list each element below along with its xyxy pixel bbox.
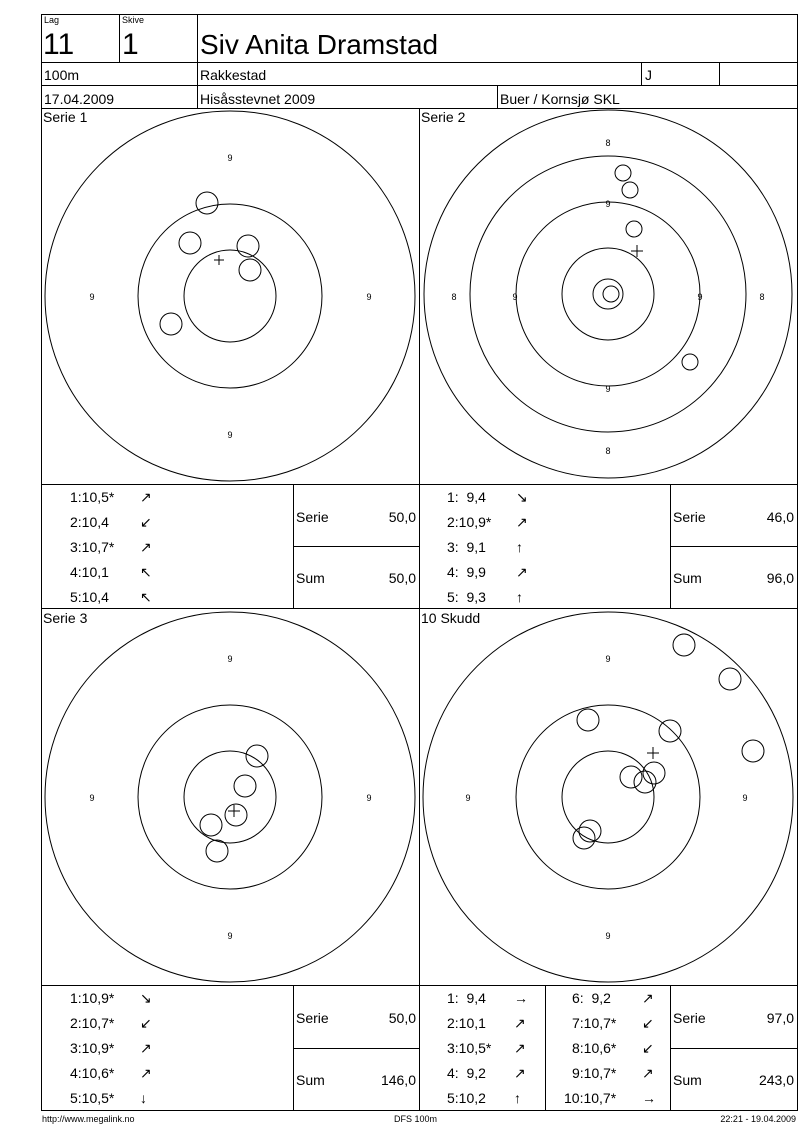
ring-middle (516, 705, 700, 889)
shot-hole (225, 804, 247, 826)
venue: Buer / Kornsjø SKL (500, 91, 620, 107)
shot-direction-icon: ↗ (516, 514, 528, 530)
shot-score: 4:10,1 (70, 564, 109, 580)
shot-hole (719, 668, 741, 690)
shot-direction-icon: ↙ (642, 1040, 654, 1056)
shot-score: 6: 9,2 (572, 990, 611, 1006)
ring-label: 9 (742, 793, 748, 803)
center-mark (214, 255, 224, 265)
date: 17.04.2009 (44, 91, 115, 107)
shot-direction-icon: ↘ (516, 489, 528, 505)
ring-label: 9 (605, 199, 611, 209)
ring-label: 9 (366, 793, 372, 803)
shot-direction-icon: → (514, 990, 528, 1006)
ring-label: 9 (227, 931, 233, 941)
ring-label: 8 (451, 292, 457, 302)
serie-value: 50,0 (388, 509, 416, 525)
serie-value: 50,0 (388, 1010, 416, 1026)
shot-direction-icon: ↗ (642, 1065, 654, 1081)
shot-hole (179, 232, 201, 254)
shot-score: 1:10,9* (70, 990, 115, 1006)
ring-outer (423, 612, 793, 982)
shot-hole (626, 221, 642, 237)
shot-score: 4: 9,2 (447, 1065, 486, 1081)
lag-label: Lag (44, 15, 60, 25)
shot-hole (579, 820, 601, 842)
ring-label: 8 (759, 292, 765, 302)
serie-label: Serie (296, 509, 329, 525)
shot-score: 5:10,2 (447, 1090, 486, 1106)
shot-score: 2:10,7* (70, 1015, 115, 1031)
shot-direction-icon: ↑ (516, 539, 523, 555)
target-serie-1 (42, 108, 419, 484)
center-mark (228, 805, 240, 817)
shot-direction-icon: ↗ (140, 1040, 152, 1056)
shot-hole (577, 709, 599, 731)
shot-hole (200, 814, 222, 836)
shot-score: 3: 9,1 (447, 539, 486, 555)
sum-value: 146,0 (380, 1072, 416, 1088)
ring-inner (516, 202, 703, 386)
ring-inner (184, 250, 276, 342)
sum-label: Sum (296, 570, 325, 586)
ring-label: 9 (227, 430, 233, 440)
shot-direction-icon: ↑ (516, 589, 523, 605)
shot-score: 1: 9,4 (447, 990, 486, 1006)
shot-score: 7:10,7* (572, 1015, 617, 1031)
shot-direction-icon: ↗ (514, 1015, 526, 1031)
ring-label: 9 (227, 654, 233, 664)
ring-label: 9 (465, 793, 471, 803)
shot-direction-icon: ↙ (642, 1015, 654, 1031)
sum-value: 50,0 (388, 570, 416, 586)
ring-label: 9 (605, 931, 611, 941)
shot-direction-icon: ↗ (140, 539, 152, 555)
shot-score: 3:10,7* (70, 539, 115, 555)
ring-inner (562, 751, 654, 843)
shot-direction-icon: → (642, 1090, 656, 1106)
shot-score: 5:10,5* (70, 1090, 115, 1106)
shot-direction-icon: ↗ (642, 990, 654, 1006)
sum-value: 96,0 (766, 570, 794, 586)
shooter-class: J (645, 67, 652, 83)
shot-direction-icon: ↗ (516, 564, 528, 580)
shot-hole (620, 766, 642, 788)
ring-label: 9 (366, 292, 372, 302)
footer-program: DFS 100m (394, 1114, 438, 1124)
footer-url[interactable]: http://www.megalink.no (42, 1114, 135, 1124)
panel-title-serie-3: Serie 3 (43, 610, 88, 626)
serie-label: Serie (673, 509, 706, 525)
shot-direction-icon: ↑ (514, 1090, 521, 1106)
shot-direction-icon: ↙ (140, 514, 152, 530)
ring-ten (562, 248, 654, 340)
lag-value: 11 (43, 28, 75, 61)
shot-hole (160, 313, 182, 335)
shot-score: 5:10,4 (70, 589, 109, 605)
shot-score: 1:10,5* (70, 489, 115, 505)
serie-value: 97,0 (766, 1010, 794, 1026)
shot-score: 10:10,7* (564, 1090, 617, 1106)
shot-score: 8:10,6* (572, 1040, 617, 1056)
shot-score: 2:10,9* (447, 514, 492, 530)
target-serie-2 (420, 108, 797, 484)
shot-direction-icon: ↓ (140, 1090, 147, 1106)
shot-hole (659, 720, 681, 742)
ring-outer (424, 110, 792, 478)
shot-score: 1: 9,4 (447, 489, 486, 505)
sum-label: Sum (673, 570, 702, 586)
shot-direction-icon: ↗ (514, 1065, 526, 1081)
ring-inner (184, 751, 276, 843)
club: Rakkestad (200, 67, 267, 83)
sum-label: Sum (296, 1072, 325, 1088)
shot-score: 3:10,5* (447, 1040, 492, 1056)
shot-score: 2:10,4 (70, 514, 109, 530)
shot-hole (682, 354, 698, 370)
shot-score: 5: 9,3 (447, 589, 486, 605)
shot-direction-icon: ↖ (140, 589, 152, 605)
shot-direction-icon: ↘ (140, 990, 152, 1006)
center-mark (647, 747, 659, 759)
shot-hole (196, 192, 218, 214)
serie-value: 46,0 (766, 509, 794, 525)
target-serie-3 (42, 608, 419, 985)
shot-score: 3:10,9* (70, 1040, 115, 1056)
shot-hole (673, 634, 695, 656)
shot-score: 4:10,6* (70, 1065, 115, 1081)
shot-score: 4: 9,9 (447, 564, 486, 580)
shot-hole (742, 740, 764, 762)
ring-label: 9 (227, 153, 233, 163)
ring-label: 9 (605, 384, 611, 394)
sum-value: 243,0 (758, 1072, 794, 1088)
shot-hole (615, 165, 631, 181)
shot-score: 9:10,7* (572, 1065, 617, 1081)
shot-hole (206, 840, 228, 862)
shot-direction-icon: ↗ (140, 1065, 152, 1081)
ring-outer (45, 612, 415, 982)
shot-hole (573, 827, 595, 849)
ring-label: 9 (512, 292, 518, 302)
shot-hole (246, 745, 268, 767)
panel-title-serie-1: Serie 1 (43, 109, 88, 125)
serie-label: Serie (296, 1010, 329, 1026)
shot-hole (234, 775, 256, 797)
ring-label: 8 (605, 138, 611, 148)
ring-middle (138, 204, 322, 388)
ring-label: 9 (697, 292, 703, 302)
ring-label: 9 (89, 292, 95, 302)
ring-outer (45, 111, 415, 481)
shot-hole (622, 182, 638, 198)
shot-direction-icon: ↗ (140, 489, 152, 505)
skive-label: Skive (122, 15, 145, 25)
shooter-name: Siv Anita Dramstad (200, 29, 439, 60)
shot-score: 2:10,1 (447, 1015, 486, 1031)
shot-hole (634, 771, 656, 793)
skive-value: 1 (122, 28, 139, 61)
shot-direction-icon: ↗ (514, 1040, 526, 1056)
sum-label: Sum (673, 1072, 702, 1088)
ring-label: 8 (605, 446, 611, 456)
footer-timestamp: 22:21 - 19.04.2009 (720, 1114, 796, 1124)
shot-hole (603, 286, 619, 302)
target-10-skudd (420, 608, 797, 985)
panel-title-10-skudd: 10 Skudd (421, 610, 481, 626)
shot-direction-icon: ↙ (140, 1015, 152, 1031)
distance: 100m (44, 67, 80, 83)
shot-hole (643, 762, 665, 784)
panel-title-serie-2: Serie 2 (421, 109, 466, 125)
ring-label: 9 (89, 793, 95, 803)
serie-label: Serie (673, 1010, 706, 1026)
ring-label: 9 (605, 654, 611, 664)
event: Hisåsstevnet 2009 (200, 91, 316, 107)
shot-hole (239, 259, 261, 281)
shot-direction-icon: ↖ (140, 564, 152, 580)
ring-middle (138, 705, 322, 889)
